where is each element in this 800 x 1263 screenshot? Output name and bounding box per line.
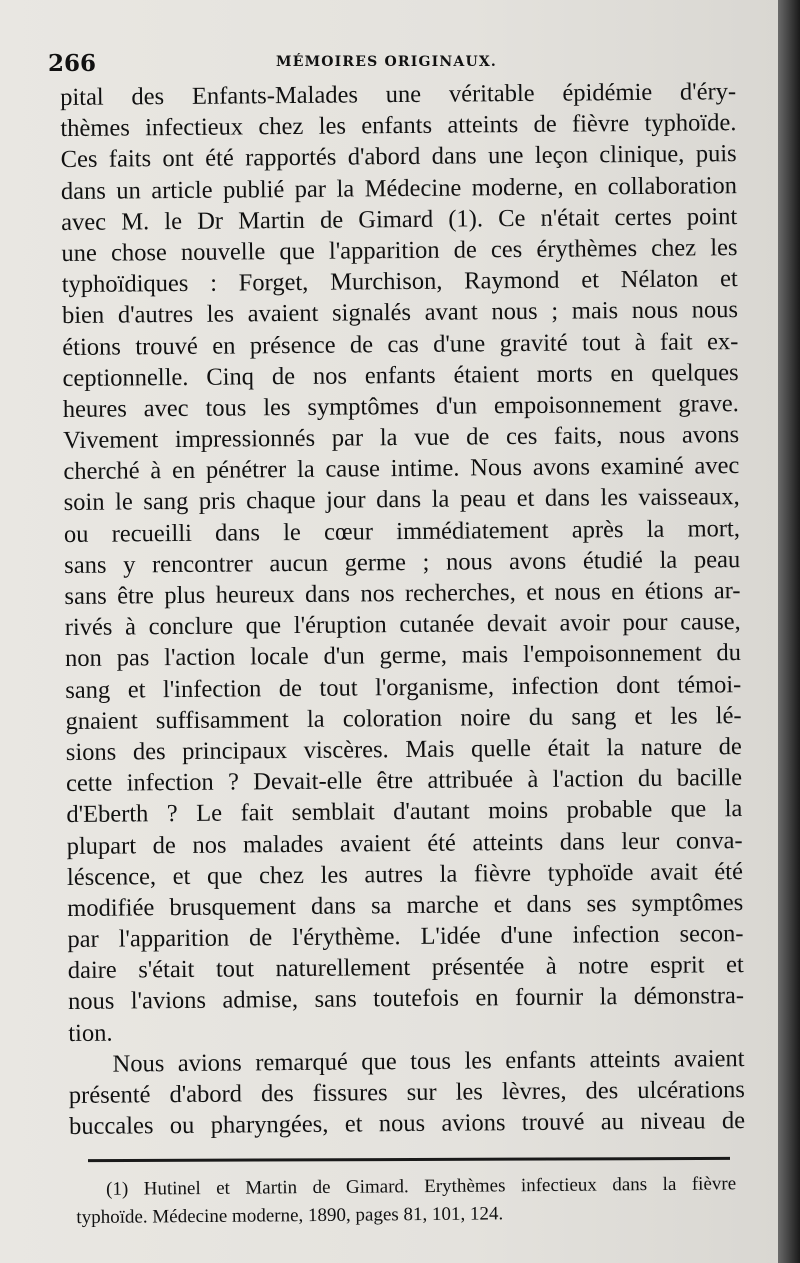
text-line: sang et l'infection de tout l'organisme, infection dont témoi- (65, 670, 742, 704)
text-line: rivés à conclure que l'éruption cutanée devait avoir pour cause, (64, 608, 741, 642)
footnote-divider (88, 1157, 730, 1162)
text-line: étions trouvé en présence de cas d'une gravité tout à fait ex- (62, 327, 739, 361)
text-line: modifiée brusquement dans sa marche et dans ses symptômes (67, 888, 744, 922)
text-line: typhoïdiques : Forget, Murchison, Raymond et Nélaton et (61, 265, 738, 299)
text-line: avec M. le Dr Martin de Gimard (1). Ce n'était certes point (61, 202, 738, 236)
page-header (48, 48, 738, 78)
text-line: plupart de nos malades avaient été atteints dans leur conva- (66, 826, 743, 860)
text-line: Vivement impressionnés par la vue de ces faits, nous avons (63, 421, 740, 455)
text-line: sans être plus heureux dans nos recherches, et nous en étions ar- (64, 577, 741, 610)
book-edge (778, 0, 800, 1263)
text-line: non pas l'action locale d'un germe, mais l'empoisonnement du (64, 639, 742, 673)
body-text (60, 76, 745, 1142)
text-line: Ces faits ont été rapportés d'abord dans une leçon clinique, puis (60, 140, 737, 174)
running-title: MÉMOIRES ORIGINAUX. (276, 54, 497, 70)
footnote (76, 1170, 737, 1232)
text-line: par l'apparition de l'érythème. L'idée d'une infection secon- (67, 920, 744, 954)
text-line: tion. (68, 1019, 113, 1047)
text-line: buccales ou pharyngées, et nous avions trouvé au niveau de (68, 1107, 746, 1141)
footnote-line: (1) Hutinel et Martin de Gimard. Erythèmes infectieux dans la fièvre (106, 1173, 737, 1200)
text-line: soin le sang pris chaque jour dans la peau et dans les vaisseaux, (63, 483, 740, 517)
text-line: heures avec tous les symptômes d'un empoisonnement grave. (62, 389, 739, 423)
text-line: sions des principaux viscères. Mais quelle était la nature de (65, 733, 742, 766)
page-number: 266 (48, 50, 97, 77)
text-line: ceptionnelle. Cinq de nos enfants étaient morts en quelques (62, 358, 739, 392)
footnote-line: typhoïde. Médecine moderne, 1890, pages 81, 101, 124. (76, 1203, 504, 1229)
text-line: Nous avions remarqué que tous les enfants atteints avaient (112, 1044, 745, 1078)
text-line: d'Eberth ? Le fait semblait d'autant moins probable que la (66, 795, 743, 829)
text-line: ou recueilli dans le cœur immédiatement après la mort, (63, 514, 741, 548)
text-line: nous l'avions admise, sans toutefois en fournir la démonstra- (67, 982, 745, 1016)
text-line: cette infection ? Devait-elle être attribuée à l'action du bacille (66, 764, 743, 798)
text-line: thèmes infectieux chez les enfants atteints de fièvre typhoïde. (60, 109, 737, 143)
text-line: présenté d'abord des fissures sur les lèvres, des ulcérations (68, 1076, 745, 1109)
text-line: pital des Enfants-Malades une véritable épidémie d'éry- (60, 78, 737, 111)
text-line: sans y rencontrer aucun germe ; nous avons étudié la peau (64, 545, 741, 579)
text-line: dans un article publié par la Médecine moderne, en collaboration (60, 171, 738, 205)
text-line: cherché à en pénétrer la cause intime. Nous avons examiné avec (63, 452, 740, 486)
text-line: léscence, et que chez les autres la fièvre typhoïde avait été (66, 857, 744, 891)
text-line: une chose nouvelle que l'apparition de ces érythèmes chez les (61, 234, 738, 267)
text-line: bien d'autres les avaient signalés avant nous ; mais nous nous (61, 296, 739, 330)
text-line: gnaient suffisamment la coloration noire du sang et les lé- (65, 701, 742, 735)
text-line: daire s'était tout naturellement présentée à notre esprit et (67, 951, 744, 985)
